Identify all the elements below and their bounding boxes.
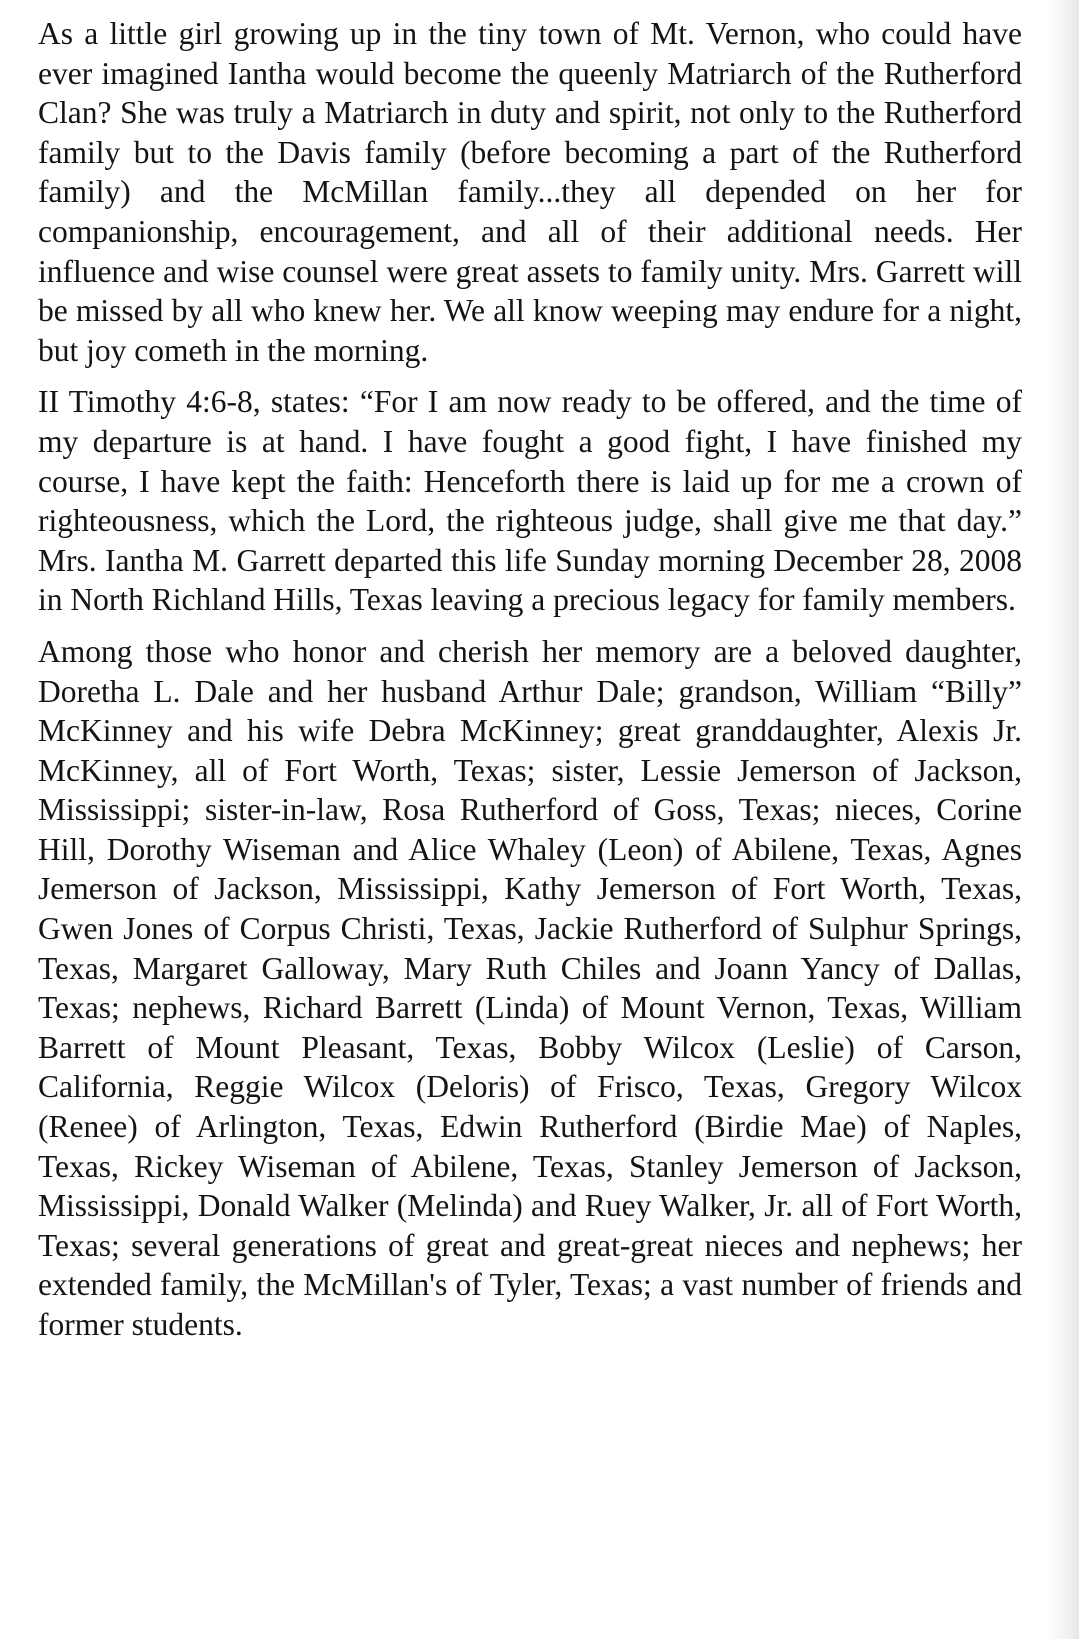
page-edge-shadow — [1047, 0, 1079, 1639]
paragraph-survivors: Among those who honor and cherish her memory are a beloved daughter, Doretha L. Dale and her husband Arthur Dale; grandson, William “Billy” McKinney and his wife Debra McKinney; great granddaughter, Alexis Jr. McKinney, all of Fort Worth, Texas; sister, Lessie Jemerson of Jackson, Mississippi; sister-in-law, Rosa Rutherford of Goss, Texas; nieces, Corine Hill, Dorothy Wiseman and Alice Whaley (Leon) of Abilene, Texas, Agnes Jemerson of Jackson, Mississippi, Kathy Jemerson of Fort Worth, Texas, Gwen Jones of Corpus Christi, Texas, Jackie Rutherford of Sulphur Springs, Texas, Margaret Galloway, Mary Ruth Chiles and Joann Yancy of Dallas, Texas; nephews, Richard Barrett (Linda) of Mount Vernon, Texas, William Barrett of Mount Pleasant, Texas, Bobby Wilcox (Leslie) of Carson, California, Reggie Wilcox (Deloris) of Frisco, Texas, Gregory Wilcox (Renee) of Arlington, Texas, Edwin Rutherford (Birdie Mae) of Naples, Texas, Rickey Wiseman of Abilene, Texas, Stanley Jemerson of Jackson, Mississippi, Donald Walker (Melinda) and Ruey Walker, Jr. all of Fort Worth, Texas; several generations of great and great-great nieces and nephews; her extended family, the McMillan's of Tyler, Texas; a vast number of friends and former students. — [38, 633, 1022, 1342]
obituary-page — [38, 14, 1022, 1357]
paragraph-scripture: II Timothy 4:6-8, states: “For I am now ready to be offered, and the time of my departure is at hand. I have fought a good fight, I have finished my course, I have kept the faith: Henceforth there is laid up for me a crown of righteousness, which the Lord, the righteous judge, shall give me that day.” Mrs. Iantha M. Garrett departed this life Sunday morning December 28, 2008 in North Richland Hills, Texas leaving a precious legacy for family members. — [38, 384, 1022, 618]
paragraph-matriarch: As a little girl growing up in the tiny town of Mt. Vernon, who could have ever imagined Iantha would become the queenly Matriarch of the Rutherford Clan? She was truly a Matriarch in duty and spirit, not only to the Rutherford family but to the Davis family (before becoming a part of the Rutherford family) and the McMillan family...they all depended on her for companionship, encouragement, and all of their additional needs. Her influence and wise counsel were great assets to family unity. Mrs. Garrett will be missed by all who knew her. We all know weeping may endure for a night, but joy cometh in the morning. — [38, 16, 1022, 368]
